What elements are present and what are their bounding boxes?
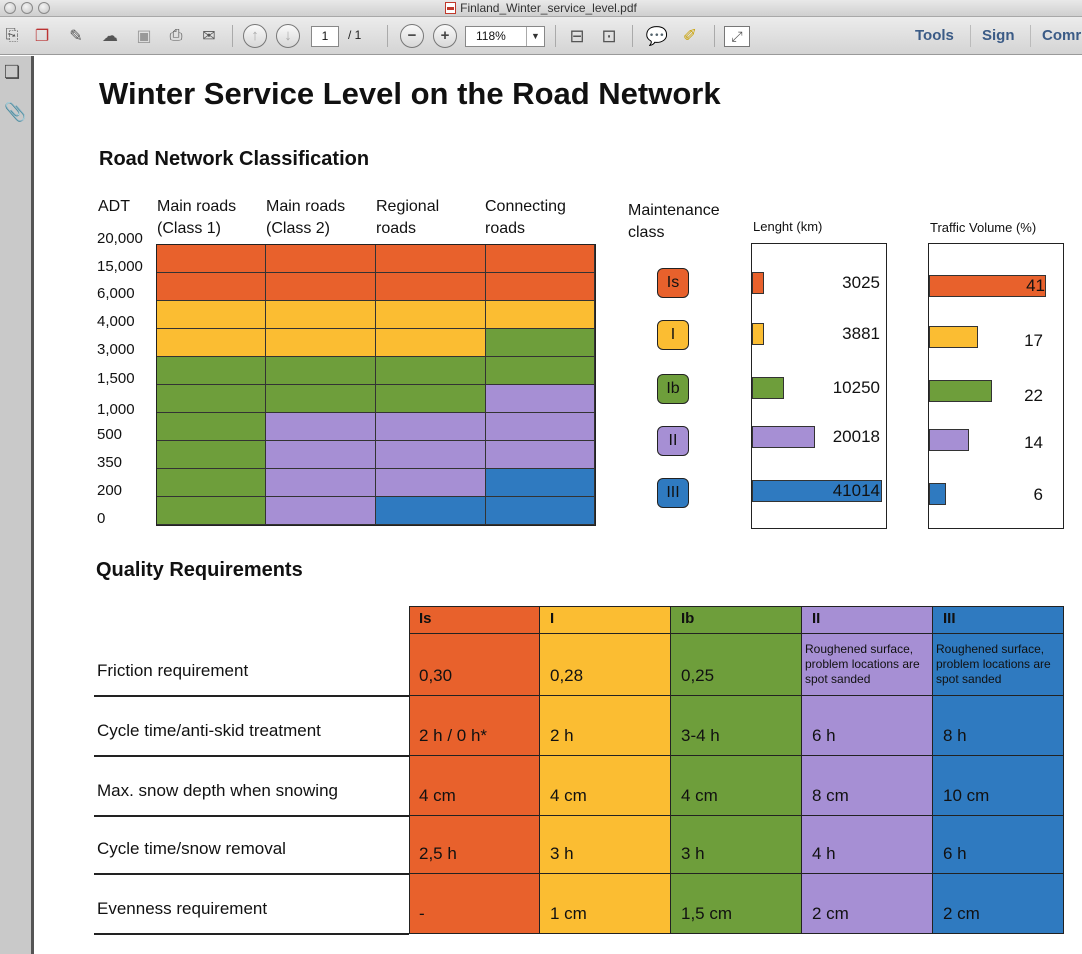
quality-value: 0,30: [419, 666, 453, 685]
toolbar: [0, 17, 1082, 55]
grid-cell-class-i: [266, 301, 376, 329]
fit-width-icon[interactable]: ⊡: [601, 25, 617, 46]
grid-cell-class-is: [266, 273, 376, 301]
toolbar-divider: [555, 25, 556, 47]
sign-link[interactable]: Sign: [982, 27, 1015, 44]
window-title-text: Finland_Winter_service_level.pdf: [460, 1, 637, 15]
class-badge-ib: Ib: [657, 374, 689, 404]
traffic-bar: [929, 326, 978, 348]
quality-value: 4 cm: [550, 786, 587, 805]
quality-value: 2 h / 0 h*: [419, 726, 488, 745]
traffic-chart-label: Traffic Volume (%): [930, 220, 1037, 235]
quality-row-label: Cycle time/snow removal: [97, 839, 286, 858]
previous-page-icon[interactable]: ↑: [243, 24, 267, 48]
length-bar-chart: [751, 243, 887, 529]
grid-cell-class-is: [486, 245, 595, 273]
grid-cell-class-ii: [266, 441, 376, 469]
quality-note: Roughened surface, problem locations are spot sanded: [805, 642, 920, 686]
traffic-value: 14: [1024, 433, 1043, 452]
zoom-select[interactable]: [465, 26, 545, 47]
page-number-input[interactable]: 1: [311, 26, 339, 47]
grid-cell-class-ii: [376, 413, 486, 441]
pdf-file-icon: [445, 2, 456, 14]
save-icon[interactable]: ▣: [136, 28, 152, 45]
quality-header-i: I: [550, 610, 555, 627]
page-total: / 1: [348, 28, 362, 42]
grid-cell-class-ib: [376, 357, 486, 385]
class-badge-iii: III: [657, 478, 689, 508]
grid-cell-class-ii: [486, 385, 595, 413]
print-icon[interactable]: ⎙: [169, 27, 183, 44]
quality-value: 6 h: [943, 844, 967, 863]
document-page: [37, 56, 1082, 954]
comment-link[interactable]: Comr: [1042, 27, 1082, 44]
quality-value: 6 h: [812, 726, 836, 745]
classification-heading: Road Network Classification: [99, 148, 370, 170]
quality-cell: [409, 634, 540, 696]
grid-cell-class-ii: [376, 469, 486, 497]
grid-cell-class-ib: [157, 413, 266, 441]
quality-value: 4 h: [812, 844, 836, 863]
maintenance-label: Maintenance: [628, 202, 720, 219]
comment-icon[interactable]: 💬: [645, 25, 669, 46]
fullscreen-icon[interactable]: ⤢: [724, 26, 750, 47]
road-type-header-line1: Main roads: [157, 198, 237, 215]
pages-panel-icon[interactable]: ❏: [4, 62, 21, 82]
next-page-icon[interactable]: ↓: [276, 24, 300, 48]
length-value: 10250: [832, 378, 880, 397]
road-type-header-line2: (Class 2): [266, 220, 331, 237]
grid-cell-class-iii: [486, 469, 595, 497]
grid-cell-class-iii: [376, 497, 486, 525]
traffic-value: 6: [1033, 485, 1043, 504]
quality-cell: [540, 634, 671, 696]
class-badge-is: Is: [657, 268, 689, 298]
quality-value: 4 cm: [681, 786, 718, 805]
grid-cell-class-ii: [266, 413, 376, 441]
quality-header-iii: III: [943, 610, 956, 627]
quality-value: -: [419, 904, 425, 923]
grid-cell-class-i: [376, 301, 486, 329]
length-value: 41014: [832, 481, 880, 500]
quality-value: 1,5 cm: [681, 904, 733, 923]
quality-row-divider: [94, 873, 409, 875]
traffic-bar: [929, 429, 969, 451]
edit-document-icon[interactable]: ✎: [69, 28, 83, 45]
grid-cell-class-i: [486, 301, 595, 329]
quality-value: 0,28: [550, 666, 584, 685]
length-bar: [752, 377, 784, 399]
quality-value: 3 h: [550, 844, 574, 863]
class-badge-ii: II: [657, 426, 689, 456]
toolbar-divider: [387, 25, 388, 47]
document-title: Winter Service Level on the Road Network: [99, 76, 721, 111]
traffic-bar: [929, 483, 946, 505]
zoom-out-icon[interactable]: −: [400, 24, 424, 48]
grid-cell-class-ib: [157, 497, 266, 525]
quality-value: 8 cm: [812, 786, 849, 805]
window-title: [0, 1, 1082, 15]
grid-cell-class-ib: [157, 469, 266, 497]
quality-value: 3 h: [681, 844, 705, 863]
attachments-paperclip-icon[interactable]: 📎: [4, 102, 27, 122]
road-type-header-line1: Connecting: [485, 198, 566, 215]
quality-header-ii: II: [812, 610, 821, 627]
grid-cell-class-iii: [486, 497, 595, 525]
quality-header-is: Is: [419, 610, 432, 627]
quality-value: 10 cm: [943, 786, 990, 805]
adt-tick-label: 350: [97, 454, 123, 471]
adt-tick-label: 1,000: [97, 401, 135, 418]
grid-cell-class-is: [376, 245, 486, 273]
classification-grid: [156, 244, 596, 526]
quality-header-cell: [540, 606, 671, 634]
adt-tick-label: 6,000: [97, 285, 135, 302]
grid-cell-class-ib: [486, 329, 595, 357]
toolbar-divider: [232, 25, 233, 47]
grid-cell-class-ii: [376, 441, 486, 469]
quality-row-label: Cycle time/anti-skid treatment: [97, 721, 321, 740]
zoom-value: 118%: [476, 29, 506, 43]
grid-cell-class-is: [266, 245, 376, 273]
email-icon[interactable]: ✉: [202, 28, 216, 45]
create-pdf-icon[interactable]: ⎘: [5, 27, 19, 44]
quality-value: 3-4 h: [681, 726, 720, 745]
length-bar: [752, 272, 764, 294]
quality-value: 2 cm: [812, 904, 849, 923]
highlight-icon[interactable]: ✐: [682, 26, 698, 45]
road-type-header-line2: roads: [485, 220, 526, 237]
quality-row-label: Friction requirement: [97, 661, 249, 680]
grid-cell-class-is: [157, 245, 266, 273]
quality-value: 8 h: [943, 726, 967, 745]
grid-cell-class-ib: [266, 385, 376, 413]
maintenance-label-class: class: [628, 224, 665, 241]
quality-row-label: Evenness requirement: [97, 899, 268, 918]
quality-row-label: Max. snow depth when snowing: [97, 781, 338, 800]
grid-cell-class-ib: [266, 357, 376, 385]
chevron-down-icon[interactable]: ▼: [526, 27, 544, 46]
grid-cell-class-ib: [157, 441, 266, 469]
length-value: 3881: [842, 324, 880, 343]
quality-header-ib: Ib: [681, 610, 695, 627]
grid-cell-class-i: [266, 329, 376, 357]
quality-cell: [409, 874, 540, 934]
quality-row-divider: [94, 695, 409, 697]
quality-row-divider: [94, 933, 409, 935]
adt-tick-label: 500: [97, 426, 123, 443]
adt-tick-label: 3,000: [97, 341, 135, 358]
fit-page-icon[interactable]: ⊟: [569, 25, 585, 46]
adt-tick-label: 4,000: [97, 313, 135, 330]
road-type-header-line2: roads: [376, 220, 417, 237]
traffic-value: 17: [1024, 331, 1043, 350]
grid-cell-class-ib: [486, 357, 595, 385]
quality-value: 2 h: [550, 726, 574, 745]
quality-value: 2 cm: [943, 904, 980, 923]
grid-cell-class-is: [157, 273, 266, 301]
grid-cell-class-ii: [486, 441, 595, 469]
zoom-in-icon[interactable]: +: [433, 24, 457, 48]
quality-value: 0,25: [681, 666, 715, 685]
grid-cell-class-i: [157, 301, 266, 329]
adt-label: ADT: [98, 198, 130, 215]
length-bar: [752, 323, 764, 345]
quality-note: Roughened surface, problem locations are spot sanded: [936, 642, 1051, 686]
grid-cell-class-is: [486, 273, 595, 301]
adt-tick-label: 20,000: [97, 230, 143, 247]
traffic-value: 22: [1024, 386, 1043, 405]
grid-cell-class-ii: [266, 497, 376, 525]
toolbar-divider: [970, 25, 971, 47]
adt-tick-label: 200: [97, 482, 123, 499]
toolbar-divider: [714, 25, 715, 47]
grid-cell-class-ii: [266, 469, 376, 497]
grid-cell-class-i: [376, 329, 486, 357]
toolbar-divider: [632, 25, 633, 47]
class-badge-i: I: [657, 320, 689, 350]
quality-heading: Quality Requirements: [96, 559, 303, 581]
length-value: 20018: [832, 427, 880, 446]
quality-value: 4 cm: [419, 786, 456, 805]
road-type-header-line2: (Class 1): [157, 220, 222, 237]
grid-cell-class-ii: [486, 413, 595, 441]
road-type-header-line1: Regional: [376, 198, 440, 215]
traffic-value: 41: [1026, 276, 1045, 295]
quality-value: 2,5 h: [419, 844, 457, 863]
adt-tick-label: 0: [97, 510, 106, 527]
cloud-upload-icon[interactable]: ☁: [102, 28, 118, 45]
navigation-sidebar: [0, 56, 34, 954]
quality-cell: [671, 634, 802, 696]
toolbar-divider: [1030, 25, 1031, 47]
grid-cell-class-i: [157, 329, 266, 357]
length-bar: [752, 426, 815, 448]
grid-cell-class-is: [376, 273, 486, 301]
window-titlebar: [0, 0, 1082, 17]
combine-files-icon[interactable]: ❐: [34, 28, 50, 45]
quality-header-cell: [802, 606, 933, 634]
grid-cell-class-ib: [157, 357, 266, 385]
quality-row-divider: [94, 815, 409, 817]
adt-tick-label: 15,000: [97, 258, 143, 275]
grid-cell-class-ib: [157, 385, 266, 413]
grid-cell-class-ib: [376, 385, 486, 413]
length-value: 3025: [842, 273, 880, 292]
adt-tick-label: 1,500: [97, 370, 135, 387]
traffic-bar: [929, 380, 992, 402]
traffic-bar-chart: [928, 243, 1064, 529]
quality-row-divider: [94, 755, 409, 757]
length-chart-label: Lenght (km): [753, 219, 823, 234]
quality-value: 1 cm: [550, 904, 587, 923]
road-type-header-line1: Main roads: [266, 198, 346, 215]
tools-link[interactable]: Tools: [915, 27, 954, 44]
